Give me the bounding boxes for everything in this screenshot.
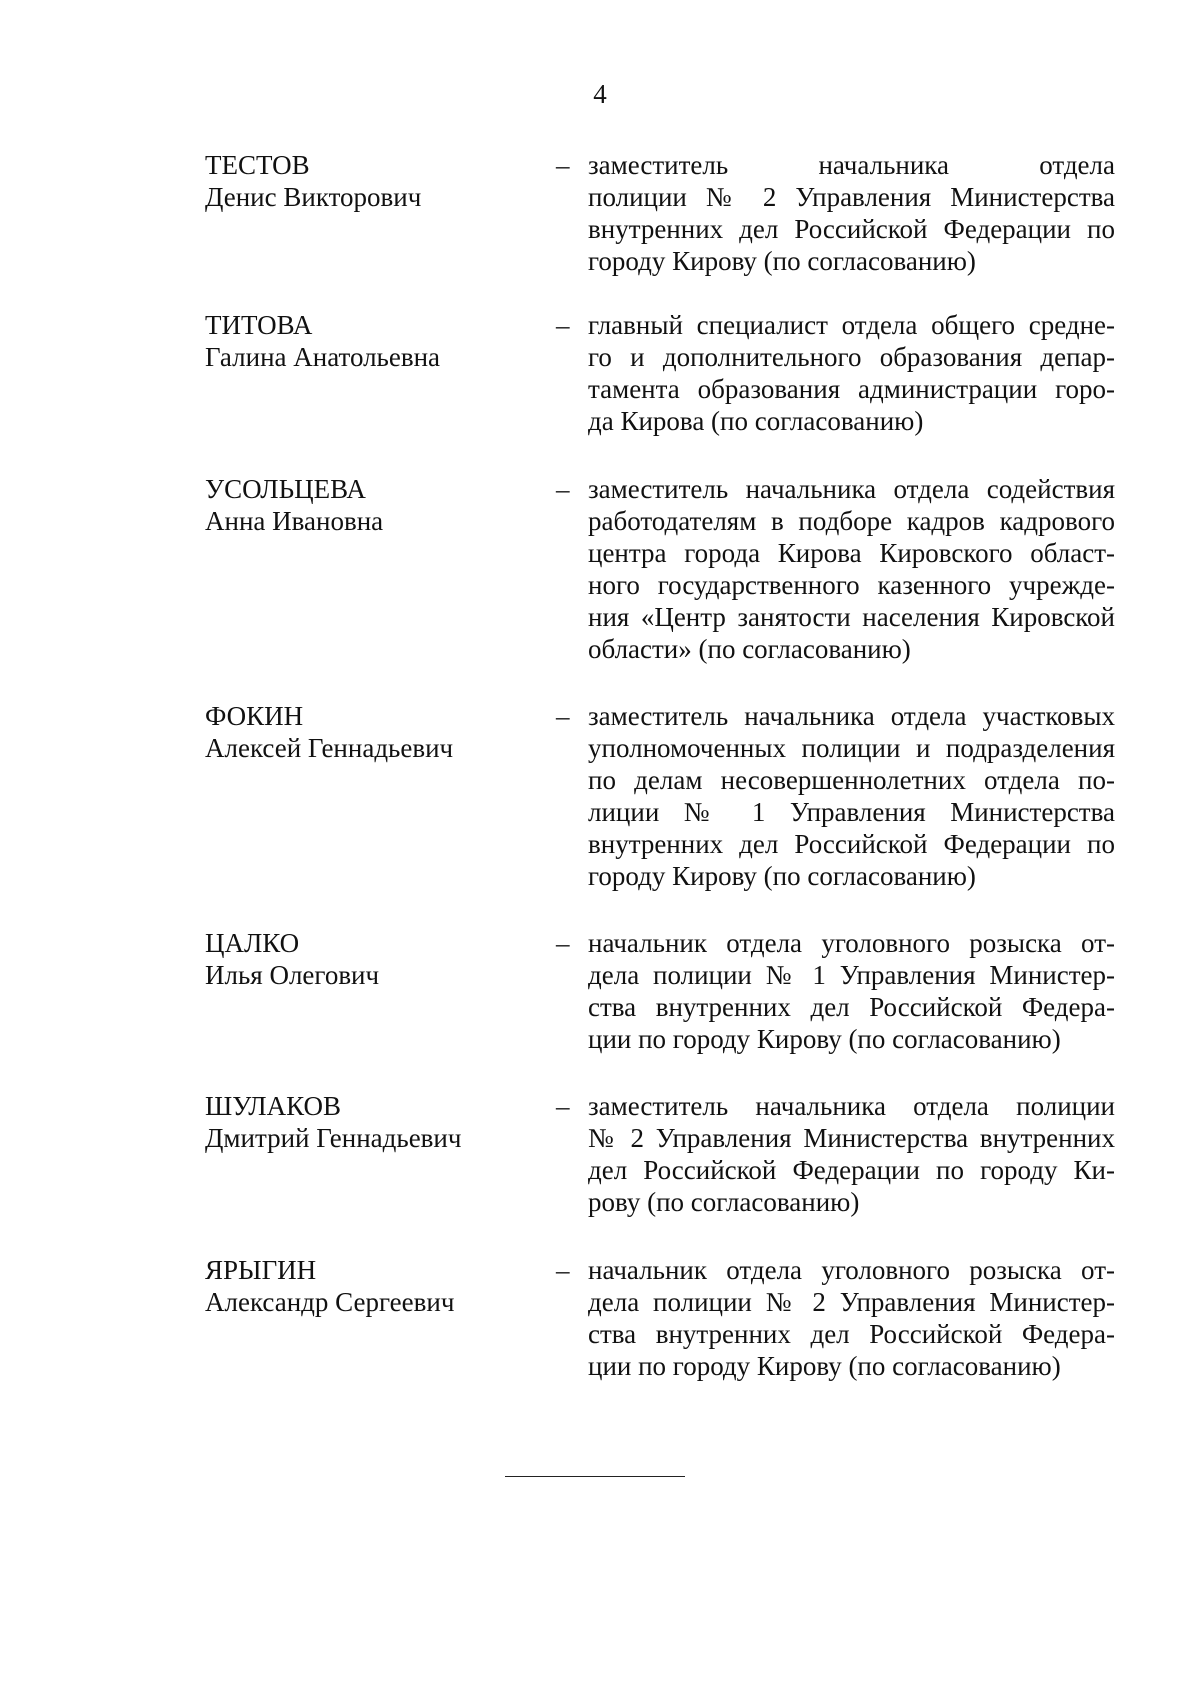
position-line: городу Кирову (по согласованию) <box>588 861 976 891</box>
member-surname: ЯРЫГИН <box>205 1255 317 1285</box>
member-entry <box>0 149 1200 276</box>
position-line: дела полиции № 2 Управления Министер- <box>588 1287 1115 1317</box>
member-given-names: Алексей Геннадьевич <box>205 733 454 763</box>
member-surname: ЦАЛКО <box>205 928 300 958</box>
position-line: главный специалист отдела общего средне- <box>588 310 1115 340</box>
position-line: заместитель начальника отдела <box>588 150 1115 180</box>
member-position <box>588 1254 1115 1382</box>
member-surname: ФОКИН <box>205 701 304 731</box>
member-surname: ШУЛАКОВ <box>205 1091 341 1121</box>
member-position <box>588 700 1115 892</box>
position-line: полиции № 2 Управления Министерства <box>588 182 1115 212</box>
position-line: уполномоченных полиции и подразделения <box>588 733 1115 763</box>
member-name <box>205 700 535 764</box>
dash-separator: – <box>556 474 570 504</box>
member-entry <box>0 309 1200 436</box>
member-position <box>588 1090 1115 1218</box>
position-line: ства внутренних дел Российской Федера- <box>588 1319 1115 1349</box>
position-line: дела полиции № 1 Управления Министер- <box>588 960 1115 990</box>
dash-separator: – <box>556 1255 570 1285</box>
position-line: да Кирова (по согласованию) <box>588 406 924 436</box>
position-line: внутренних дел Российской Федерации по <box>588 829 1115 859</box>
member-name <box>205 927 535 991</box>
member-given-names: Александр Сергеевич <box>205 1287 455 1317</box>
member-name <box>205 1254 535 1318</box>
member-name <box>205 309 535 373</box>
position-line: ного государственного казенного учрежде- <box>588 570 1115 600</box>
end-of-list-rule <box>505 1476 685 1477</box>
position-line: по делам несовершеннолетних отдела по- <box>588 765 1115 795</box>
member-name <box>205 473 535 537</box>
dash-separator: – <box>556 701 570 731</box>
dash-separator: – <box>556 310 570 340</box>
member-entry <box>0 700 1200 891</box>
member-entry <box>0 927 1200 1054</box>
position-line: начальник отдела уголовного розыска от- <box>588 1255 1115 1285</box>
position-line: ции по городу Кирову (по согласованию) <box>588 1024 1061 1054</box>
dash-separator: – <box>556 928 570 958</box>
position-line: го и дополнительного образования депар- <box>588 342 1115 372</box>
position-line: заместитель начальника отдела участковых <box>588 701 1115 731</box>
member-position <box>588 309 1115 437</box>
position-line: ции по городу Кирову (по согласованию) <box>588 1351 1061 1381</box>
member-entry <box>0 1090 1200 1217</box>
position-line: дел Российской Федерации по городу Ки- <box>588 1155 1115 1185</box>
position-line: области» (по согласованию) <box>588 634 911 664</box>
position-line: рову (по согласованию) <box>588 1187 860 1217</box>
member-entry <box>0 1254 1200 1381</box>
member-position <box>588 149 1115 277</box>
member-given-names: Денис Викторович <box>205 182 422 212</box>
member-surname: УСОЛЬЦЕВА <box>205 474 366 504</box>
member-name <box>205 149 535 213</box>
position-line: ства внутренних дел Российской Федера- <box>588 992 1115 1022</box>
member-given-names: Дмитрий Геннадьевич <box>205 1123 462 1153</box>
member-given-names: Анна Ивановна <box>205 506 384 536</box>
page-number: 4 <box>593 79 607 109</box>
member-entry <box>0 473 1200 664</box>
position-line: центра города Кирова Кировского област- <box>588 538 1115 568</box>
dash-separator: – <box>556 150 570 180</box>
position-line: заместитель начальника отдела содействия <box>588 474 1115 504</box>
member-name <box>205 1090 535 1154</box>
member-given-names: Илья Олегович <box>205 960 380 990</box>
position-line: городу Кирову (по согласованию) <box>588 246 976 276</box>
position-line: заместитель начальника отдела полиции <box>588 1091 1115 1121</box>
position-line: № 2 Управления Министерства внутренних <box>588 1123 1115 1153</box>
member-given-names: Галина Анатольевна <box>205 342 441 372</box>
position-line: внутренних дел Российской Федерации по <box>588 214 1115 244</box>
member-position <box>588 927 1115 1055</box>
position-line: ния «Центр занятости населения Кировской <box>588 602 1115 632</box>
position-line: лиции № 1 Управления Министерства <box>588 797 1115 827</box>
member-surname: ТЕСТОВ <box>205 150 310 180</box>
position-line: начальник отдела уголовного розыска от- <box>588 928 1115 958</box>
position-line: работодателям в подборе кадров кадрового <box>588 506 1115 536</box>
member-surname: ТИТОВА <box>205 310 313 340</box>
position-line: тамента образования администрации горо- <box>588 374 1115 404</box>
dash-separator: – <box>556 1091 570 1121</box>
member-position <box>588 473 1115 665</box>
